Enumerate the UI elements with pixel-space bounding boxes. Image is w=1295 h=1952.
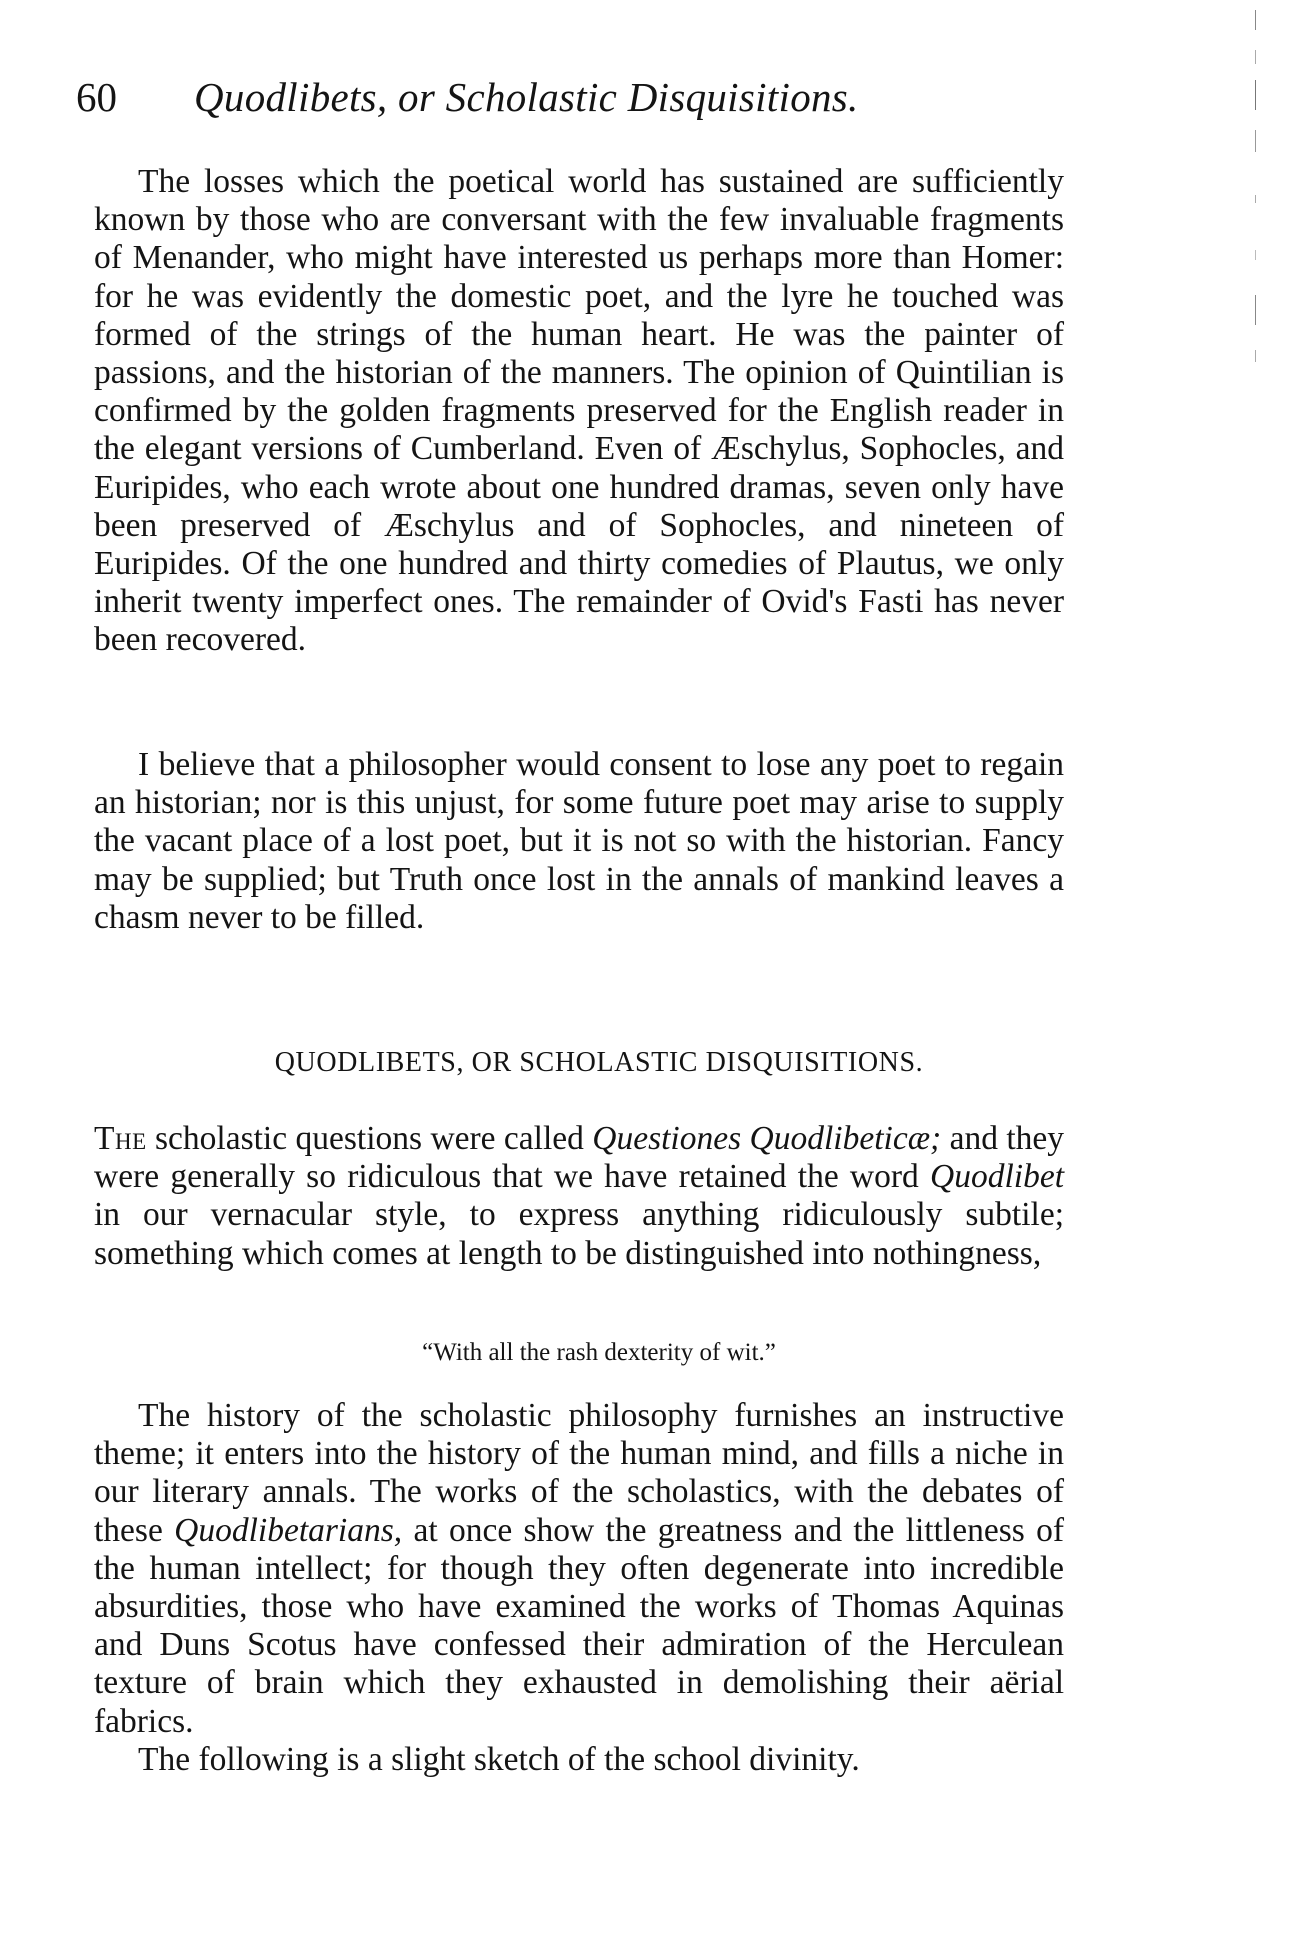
text-run: The history of the scholastic philosophy furnishes an instructive theme; it enters into the history of the human mind, and fills a niche in our literary annals. The works of the scholastics, with the debates of these: [94, 1397, 1064, 1549]
lead-word: The: [94, 1120, 147, 1157]
paragraph-text: The following is a slight sketch of the school divinity.: [138, 1741, 860, 1778]
scan-margin-specks: [1254, 10, 1257, 510]
text-run: scholastic questions were called: [146, 1120, 593, 1157]
running-head: [76, 72, 1076, 122]
text-run: in our vernacular style, to express anything ridiculously subtile; something which comes at length to be distinguished into nothingness,: [94, 1196, 1064, 1272]
running-title: Quodlibets, or Scholastic Disquisitions.: [194, 74, 859, 120]
paragraph-scholastic-history: [94, 1397, 1064, 1741]
section-heading: QUODLIBETS, OR SCHOLASTIC DISQUISITIONS.: [274, 1047, 924, 1078]
paragraph-text: The losses which the poetical world has sustained are sufficiently known by those who are conversant with the few invaluable fragments of Menander, who might have interested us perhaps more than Homer: for he was evidently the domestic poet, and the lyre he touched was formed of the strings of the human heart. He was the painter of passions, and the historian of the manners. The opinion of Quintilian is confirmed by the golden fragments preserved for the English reader in the elegant versions of Cumberland. Even of Æschylus, Sophocles, and Euripides, who each wrote about one hundred dramas, seven only have been preserved of Æschylus and of Sophocles, and nineteen of Euripides. Of the one hundred and thirty comedies of Plautus, we only inherit twenty imperfect ones. The remainder of Ovid's Fasti has never been recovered.: [94, 163, 1064, 659]
italic-term: Questiones Quodlibeticæ;: [592, 1120, 942, 1157]
italic-term: Quodlibetarians,: [174, 1511, 403, 1549]
paragraph-text: I believe that a philosopher would consent to lose any poet to regain an historian; nor is this unjust, for some future poet may arise to supply the vacant place of a lost poet, but it is not so with the historian. Fancy may be supplied; but Truth once lost in the annals of mankind leaves a chasm never to be filled.: [94, 746, 1064, 936]
text-run: and they were generally so ridiculous that we have retained the word: [94, 1120, 1065, 1196]
paragraph-philosopher-historian: [94, 746, 1064, 937]
epigraph-quote: “With all the rash dexterity of wit.”: [422, 1339, 776, 1366]
paragraph-text: [94, 1120, 1064, 1273]
paragraph-scholastic-questions: [94, 1120, 1064, 1273]
paragraph-text: [94, 1397, 1064, 1741]
text-run: at once show the greatness and the littleness of the human intellect; for though they often degenerate into incredible absurdities, those who have examined the works of Thomas Aquinas and Duns Scotus have confessed their admiration of the Herculean texture of brain which they exhausted in demolishing their aërial fabrics.: [94, 1511, 1064, 1740]
paragraph-lost-poets: [94, 163, 1064, 660]
italic-term: Quodlibet: [930, 1158, 1064, 1196]
page-number: 60: [76, 74, 117, 120]
paragraph-school-divinity: [94, 1741, 1064, 1779]
